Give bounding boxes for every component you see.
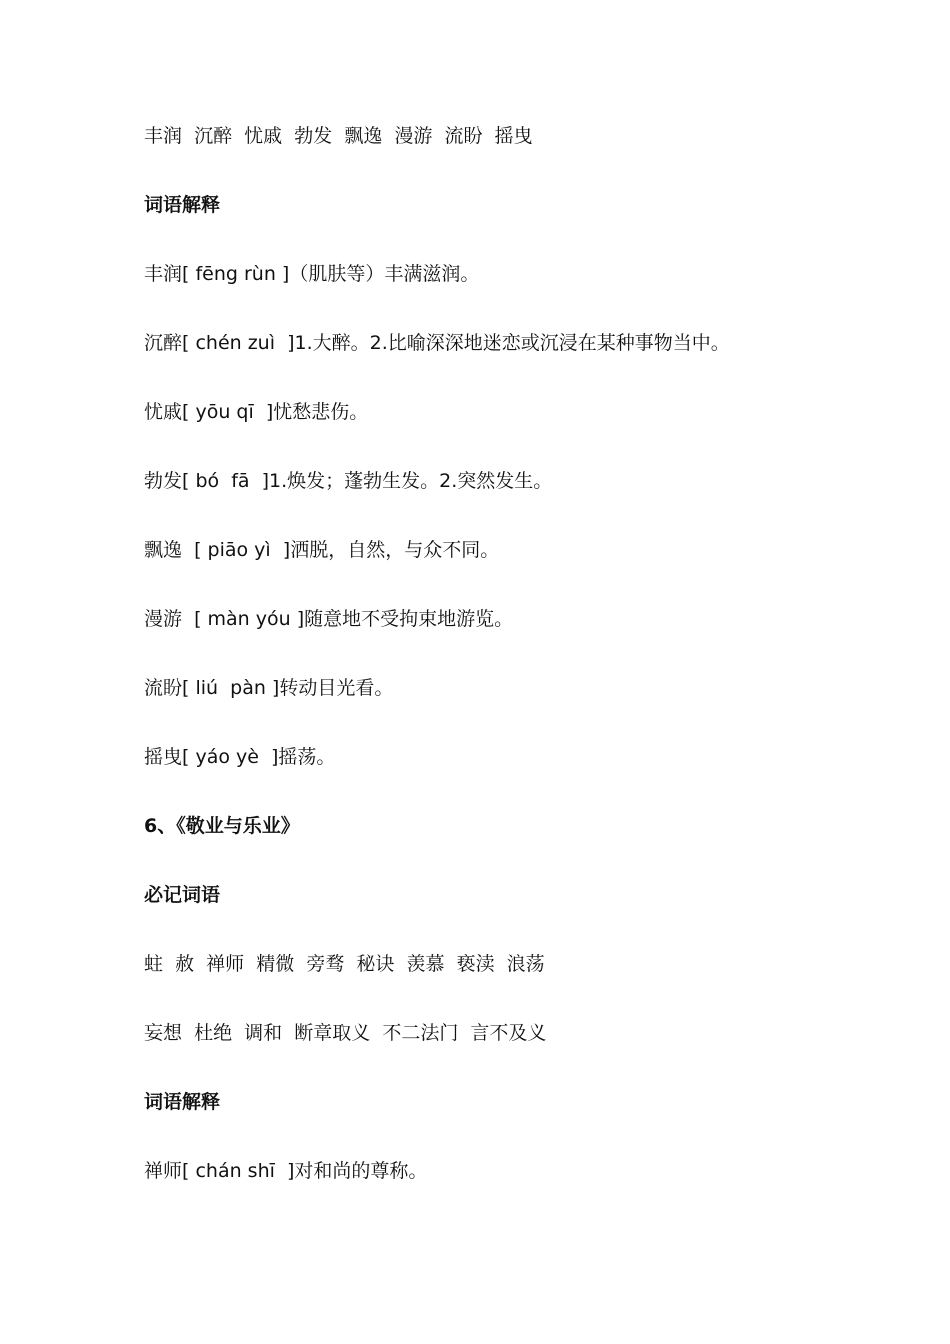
- definition-piaoyi: 飘逸 [ piāo yì ]洒脱，自然，与众不同。: [144, 539, 500, 561]
- lesson-title: 6、《敬业与乐业》: [144, 815, 300, 837]
- section-heading-word-explanation: 词语解释: [144, 1091, 221, 1113]
- definition-chanshi: 禅师[ chán shī ]对和尚的尊称。: [144, 1160, 428, 1182]
- word-list-line: 妄想 杜绝 调和 断章取义 不二法门 言不及义: [144, 1022, 547, 1044]
- word-list-line: 蛀 赦 禅师 精微 旁骛 秘诀 羡慕 亵渎 浪荡: [144, 953, 545, 975]
- word-list-line: 丰润 沉醉 忧戚 勃发 飘逸 漫游 流盼 摇曳: [144, 125, 533, 147]
- definition-youqi: 忧戚[ yōu qī ]忧愁悲伤。: [144, 401, 369, 423]
- section-heading-must-remember: 必记词语: [144, 884, 221, 906]
- definition-manyou: 漫游 [ màn yóu ]随意地不受拘束地游览。: [144, 608, 514, 630]
- definition-chenzui: 沉醉[ chén zuì ]1.大醉。2.比喻深深地迷恋或沉浸在某种事物当中。: [144, 332, 730, 354]
- definition-fengrun: 丰润[ fēng rùn ]（肌肤等）丰满滋润。: [144, 263, 480, 285]
- definition-liupan: 流盼[ liú pàn ]转动目光看。: [144, 677, 394, 699]
- section-heading-word-explanation: 词语解释: [144, 194, 221, 216]
- definition-bofa: 勃发[ bó fā ]1.焕发；蓬勃生发。2.突然发生。: [144, 470, 553, 492]
- definition-yaoye: 摇曳[ yáo yè ]摇荡。: [144, 746, 336, 768]
